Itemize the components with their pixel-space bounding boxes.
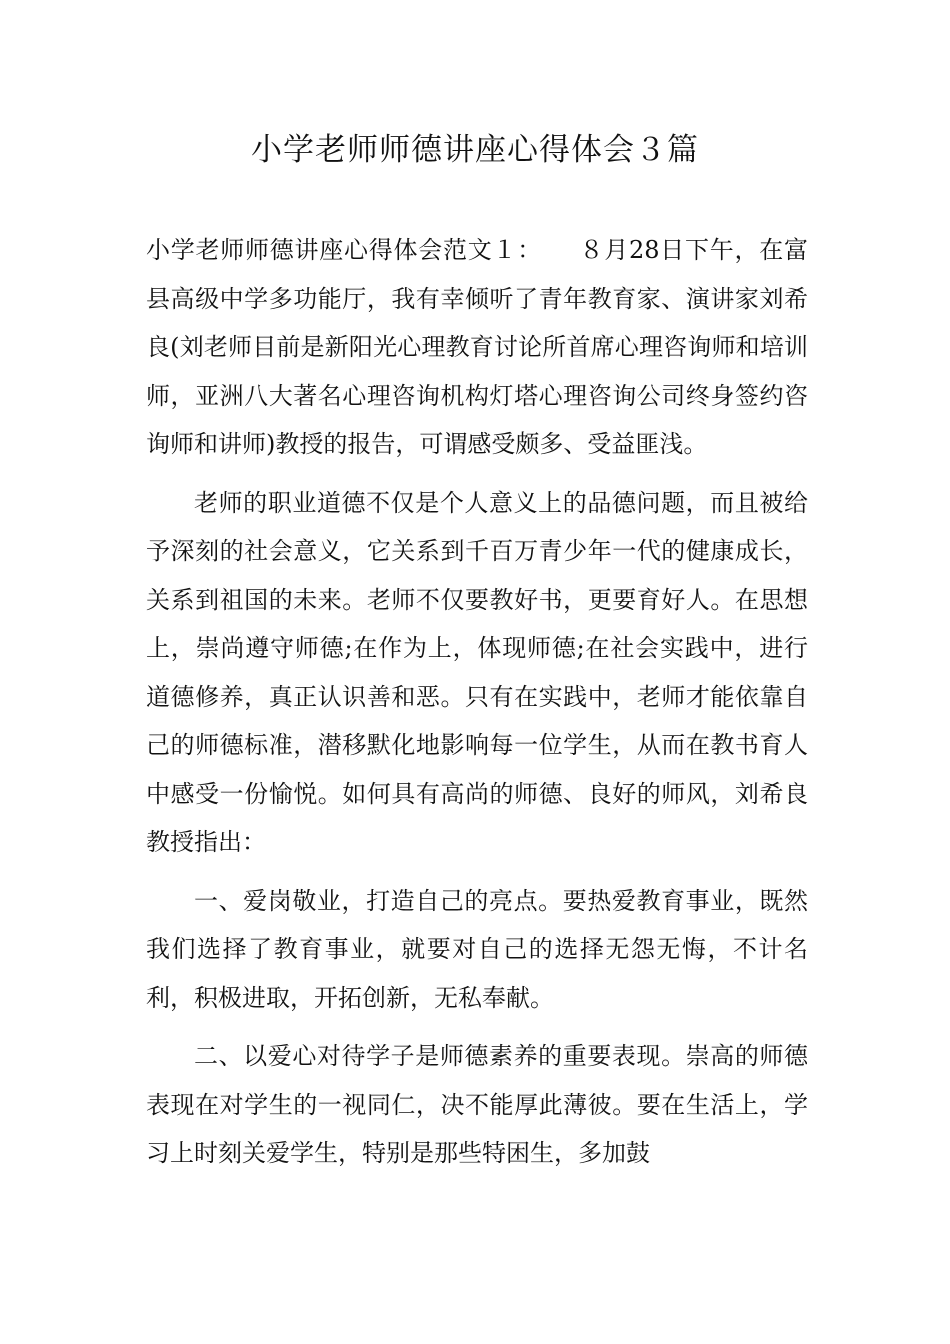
paragraph-4: 二、以爱心对待学子是师德素养的重要表现。崇高的师德表现在对学生的一视同仁，决不能厚此薄彼。要在生活上，学习上时刻关爱学生，特别是那些特困生，多加鼓 xyxy=(146,1042,808,1167)
paragraph-3: 一、爱岗敬业，打造自己的亮点。要热爱教育事业，既然我们选择了教育事业，就要对自己的选择无怨无悔，不计名利，积极进取，开拓创新，无私奉献。 xyxy=(146,886,808,1012)
paragraph-1: 小学老师师德讲座心得体会范文１： ８月28日下午，在富县高级中学多功能厅，我有幸倾听了青年教育家、演讲家刘希良(刘老师目前是新阳光心理教育讨论所首席心理咨询师和培训师，亚洲八大著名心理咨询机构灯塔心理咨询公司终身签约咨询师和讲师)教授的报告，可谓感受颇多、受益匪浅。 xyxy=(146,236,808,458)
document-body xyxy=(146,226,808,1178)
document-title: 小学老师师德讲座心得体会３篇 xyxy=(251,132,699,168)
paragraph-2: 老师的职业道德不仅是个人意义上的品德问题，而且被给予深刻的社会意义，它关系到千百万青少年一代的健康成长，关系到祖国的未来。老师不仅要教好书，更要育好人。在思想上，崇尚遵守师德;在作为上，体现师德;在社会实践中，进行道德修养，真正认识善和恶。只有在实践中，老师才能依靠自己的师德标准，潜移默化地影响每一位学生，从而在教书育人中感受一份愉悦。如何具有高尚的师德、良好的师风，刘希良教授指出： xyxy=(146,488,808,856)
